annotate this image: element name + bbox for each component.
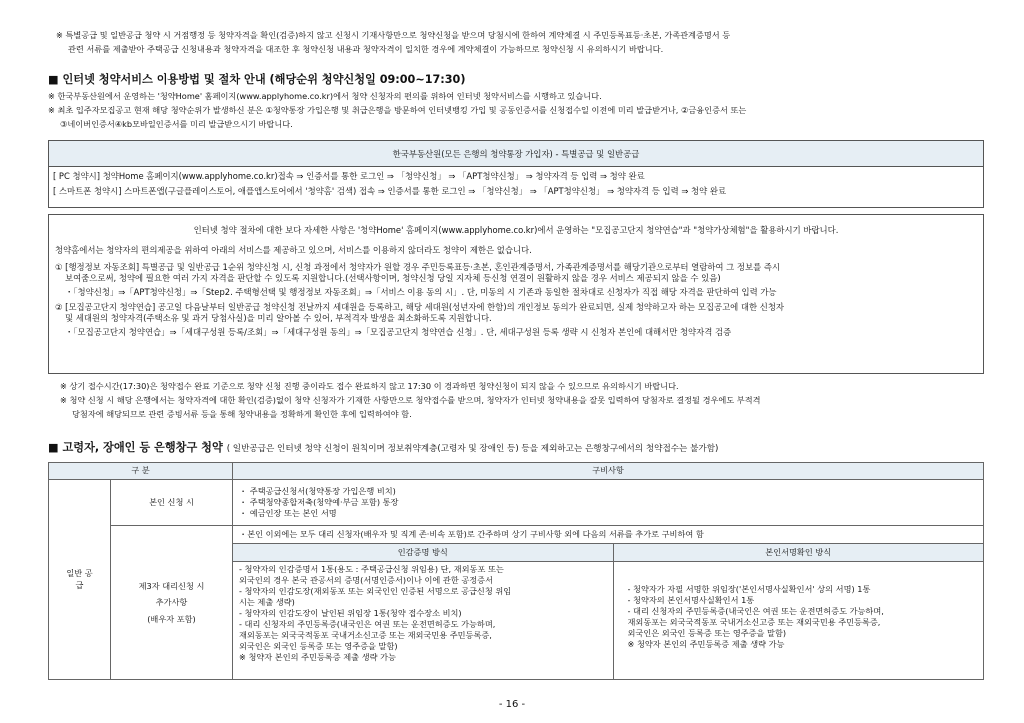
section1-note-3: ③네이버인증서④kb모바일인증서를 미리 발급받으시기 바랍니다. — [60, 119, 293, 129]
after-note-2: ※ 청약 신청 시 해당 은행에서는 청약자격에 대한 확인(검증)없이 청약 신청자가 기재한 사항만으로 청약접수를 받으며, 청약자가 인터넷 청약내용을 잘못 입력하여 당첨자로 결정될 경우에도 부적격 — [60, 395, 761, 405]
service-detail-head: 인터넷 청약 절차에 대한 보다 자세한 사항은 '청약Home' 홈페이지(www.applyhome.co.kr)에서 운영하는 "모집공고단지 청약연습"과 "청약가상체험"을 활용하시기 바랍니다. — [193, 225, 839, 235]
self-item: ・ 예금인장 또는 본인 서명 — [239, 508, 337, 519]
service-line-intro: 청약홈에서는 청약자의 편의제공을 위하여 아래의 서비스를 제공하고 있으며, 서비스를 이용하지 않더라도 청약이 제한은 없습니다. — [55, 245, 532, 256]
service-line-auto-path: ・「청약신청」⇒「APT청약신청」⇒「Step2. 주택형선택 및 행정정보 자동조회」⇒「서비스 이용 동의 시」. 단, 미동의 시 기존과 동일한 절차대로 신청자가 직접 해당 자격을 판단하여 입력 가능 — [65, 287, 777, 298]
proxy-apply-label: 제3자 대리신청 시 추가사항 (배우자 포함) — [111, 526, 233, 680]
top-note-2: 관련 서류를 제출받아 주택공급 신청내용과 청약자격을 대조한 후 청약신청 내용과 청약자격이 일치한 경우에 계약체결이 가능하므로 청약신청 시 유의하시기 바랍니다. — [68, 44, 664, 54]
service-detail-box — [48, 214, 984, 374]
service-line-auto-2: 보여줌으로써, 청약에 필요한 여러 가지 자격을 판단할 수 있도록 지원합니다.(선택사항이며, 청약신청 당일 지자체 등신청 연결이 원활하지 않을 경우 서비스 제공되지 않을 수 있음) — [65, 273, 721, 284]
sign-method-items: - 청약자가 자필 서명한 위임장('본인서명사실확인서' 상의 서명) 1통 - 청약자의 본인서명사실확인서 1통 - 대리 신청자의 주민등록증(내국인은 여권 또는 운전면허증도 가능하며, 재외동포는 외국국적동포 국내거소신고증 또는 재외국민용 주민등록증, 외국인은 외국인 등록증 또는 영주증을 말함) ※ 청약자 본인의 주민등록증 제출 생략 가능 — [627, 583, 884, 649]
self-item: ・ 주택공급신청서(청약통장 가입은행 비치) — [239, 485, 396, 496]
after-note-3: 당첨자에 해당되므로 관련 증빙서류 등을 통해 청약내용을 정확하게 확인한 후에 입력하여야 함. — [72, 409, 412, 419]
service-line-practice-1: ② [모집공고단지 청약연습] 공고일 다음날부터 일반공급 청약신청 전날까지 세대원을 등록하고, 해당 세대원(성년자에 한함)의 개인정보 동의가 완료되면, 실제 청약하고자 하는 모집공고에 대한 신청자 — [55, 301, 785, 312]
proxy-method-table — [233, 544, 983, 679]
service-line-practice-path: ・「모집공고단지 청약연습」⇒「세대구성원 등록/조회」⇒「세대구성원 동의」⇒「모집공고단지 청약연습 신청」. 단, 세대구성원 등록 생략 시 신청자 본인에 대해서만 청약자격 검증 — [65, 327, 732, 338]
after-note-1: ※ 상기 접수시간(17:30)은 청약접수 완료 기준으로 청약 신청 진행 중이라도 접수 완료하지 않고 17:30 이 경과하면 청약신청이 되지 않을 수 있으므로 유의하시기 바랍니다. — [60, 381, 679, 391]
requirements-table — [48, 462, 984, 680]
self-apply-label: 본인 신청 시 — [111, 480, 233, 526]
section1-note-2: ※ 최초 입주자모집공고 현재 해당 청약순위가 발생하신 분은 ①청약통장 가입은행 및 취급은행을 방문하여 인터넷뱅킹 가입 및 공동인증서를 신청접수일 이전에 미리 발급받거나, ②금융인증서 또는 — [48, 105, 747, 115]
mobile-procedure-line: [ 스마트폰 청약시] 스마트폰앱(구글플레이스토어, 애플앱스토어에서 '청약홈' 검색) 접속 ⇒ 인증서를 통한 로그인 ⇒ 「청약신청」 ⇒ 「APT청약신청」 ⇒ 청약자격 등 입력 ⇒ 청약 완료 — [53, 186, 727, 197]
proxy-apply-cell — [233, 526, 984, 680]
section1-note-1: ※ 한국부동산원에서 운영하는 '청약Home' 홈페이지(www.applyhome.co.kr)에서 청약 신청자의 편의를 위하여 인터넷 청약서비스를 시행하고 있습니다. — [48, 91, 602, 101]
section-title-bank — [48, 440, 718, 456]
self-item: ・ 주택청약종합저축(청약예·부금 포함) 통장 — [239, 496, 399, 507]
seal-method-head: 인감증명 방식 — [233, 544, 613, 561]
self-apply-items — [233, 480, 984, 526]
top-note-1: ※ 특별공급 및 일반공급 청약 시 거점행정 등 청약자격을 확인(검증)하지 않고 신청시 기재사항만으로 청약신청을 받으며 당첨시에 한하여 계약체결 시 주민등록표등·초본, 가족관계증명서 등 — [56, 30, 731, 40]
section2-title-text: ■ 고령자, 장애인 등 은행창구 청약 — [48, 441, 223, 454]
col-header-requirements: 구비사항 — [233, 463, 984, 480]
service-line-auto-1: ① [행정정보 자동조회] 특별공급 및 일반공급 1순위 청약신청 시, 신청 과정에서 청약자가 원할 경우 주민등록표등·초본, 혼인관계증명서, 가족관계증명서를 해당기관으로부터 열람하여 그 정보를 즉시 — [55, 261, 781, 272]
service-line-practice-2: 및 세대원의 청약자격(주택소유 및 과거 당첨사실)을 미리 알아볼 수 있어, 부적격자 발생을 최소화하도록 지원합니다. — [65, 313, 492, 324]
proxy-intro: ・본인 이외에는 모두 대리 신청자(배우자 및 직계 존·비속 포함)로 간주하며 상기 구비사항 외에 다음의 서류를 추가로 구비하여 함 — [233, 526, 983, 544]
seal-method-items: - 청약자의 인감증명서 1통(용도 : 주택공급신청 위임용) 단, 재외동포 또는 외국인의 경우 본국 관공서의 증명(서명인증서)이나 이에 관한 공정증서 - 청약자의 인감도장(재외동포 또는 외국인인 인증된 서명으로 공급신청 위임 시는 제출 생략) - 청약자의 인감도장이 날인된 위임장 1통(청약 접수장소 비치) - 대리 신청자의 주민등록증(내국인은 여권 또는 운전면허증도 가능하며, 재외동포는 외국국적동포 국내거소신고증 또는 재외국민용 주민등록증, 외국인은 외국인 등록증 또는 영주증을 말함) ※ 청약자 본인의 주민등록증 제출 생략 가능 — [233, 561, 613, 679]
row-group-general: 일반 공급 — [49, 480, 111, 680]
sign-method-head: 본인서명확인 방식 — [613, 544, 983, 561]
section-title-internet: ■ 인터넷 청약서비스 이용방법 및 절차 안내 (해당순위 청약신청일 09:00~17:30) — [48, 73, 466, 86]
page-number: - 16 - — [498, 699, 526, 710]
pc-procedure-line: [ PC 청약시] 청약Home 홈페이지(www.applyhome.co.kr)접속 ⇒ 인증서를 통한 로그인 ⇒ 「청약신청」 ⇒ 「APT청약신청」 ⇒ 청약자격 등 입력 ⇒ 청약 완료 — [53, 171, 645, 181]
procedure-box-head: 한국부동산원(모든 은행의 청약통장 가입자) - 특별공급 및 일반공급 — [49, 141, 983, 167]
section2-subtitle: ( 일반공급은 인터넷 청약 신청이 원칙이며 정보취약계층(고령자 및 장애인 등) 등을 제외하고는 은행창구에서의 청약접수는 불가함) — [226, 444, 719, 454]
col-header-category: 구 분 — [49, 463, 233, 480]
procedure-box — [48, 140, 984, 208]
